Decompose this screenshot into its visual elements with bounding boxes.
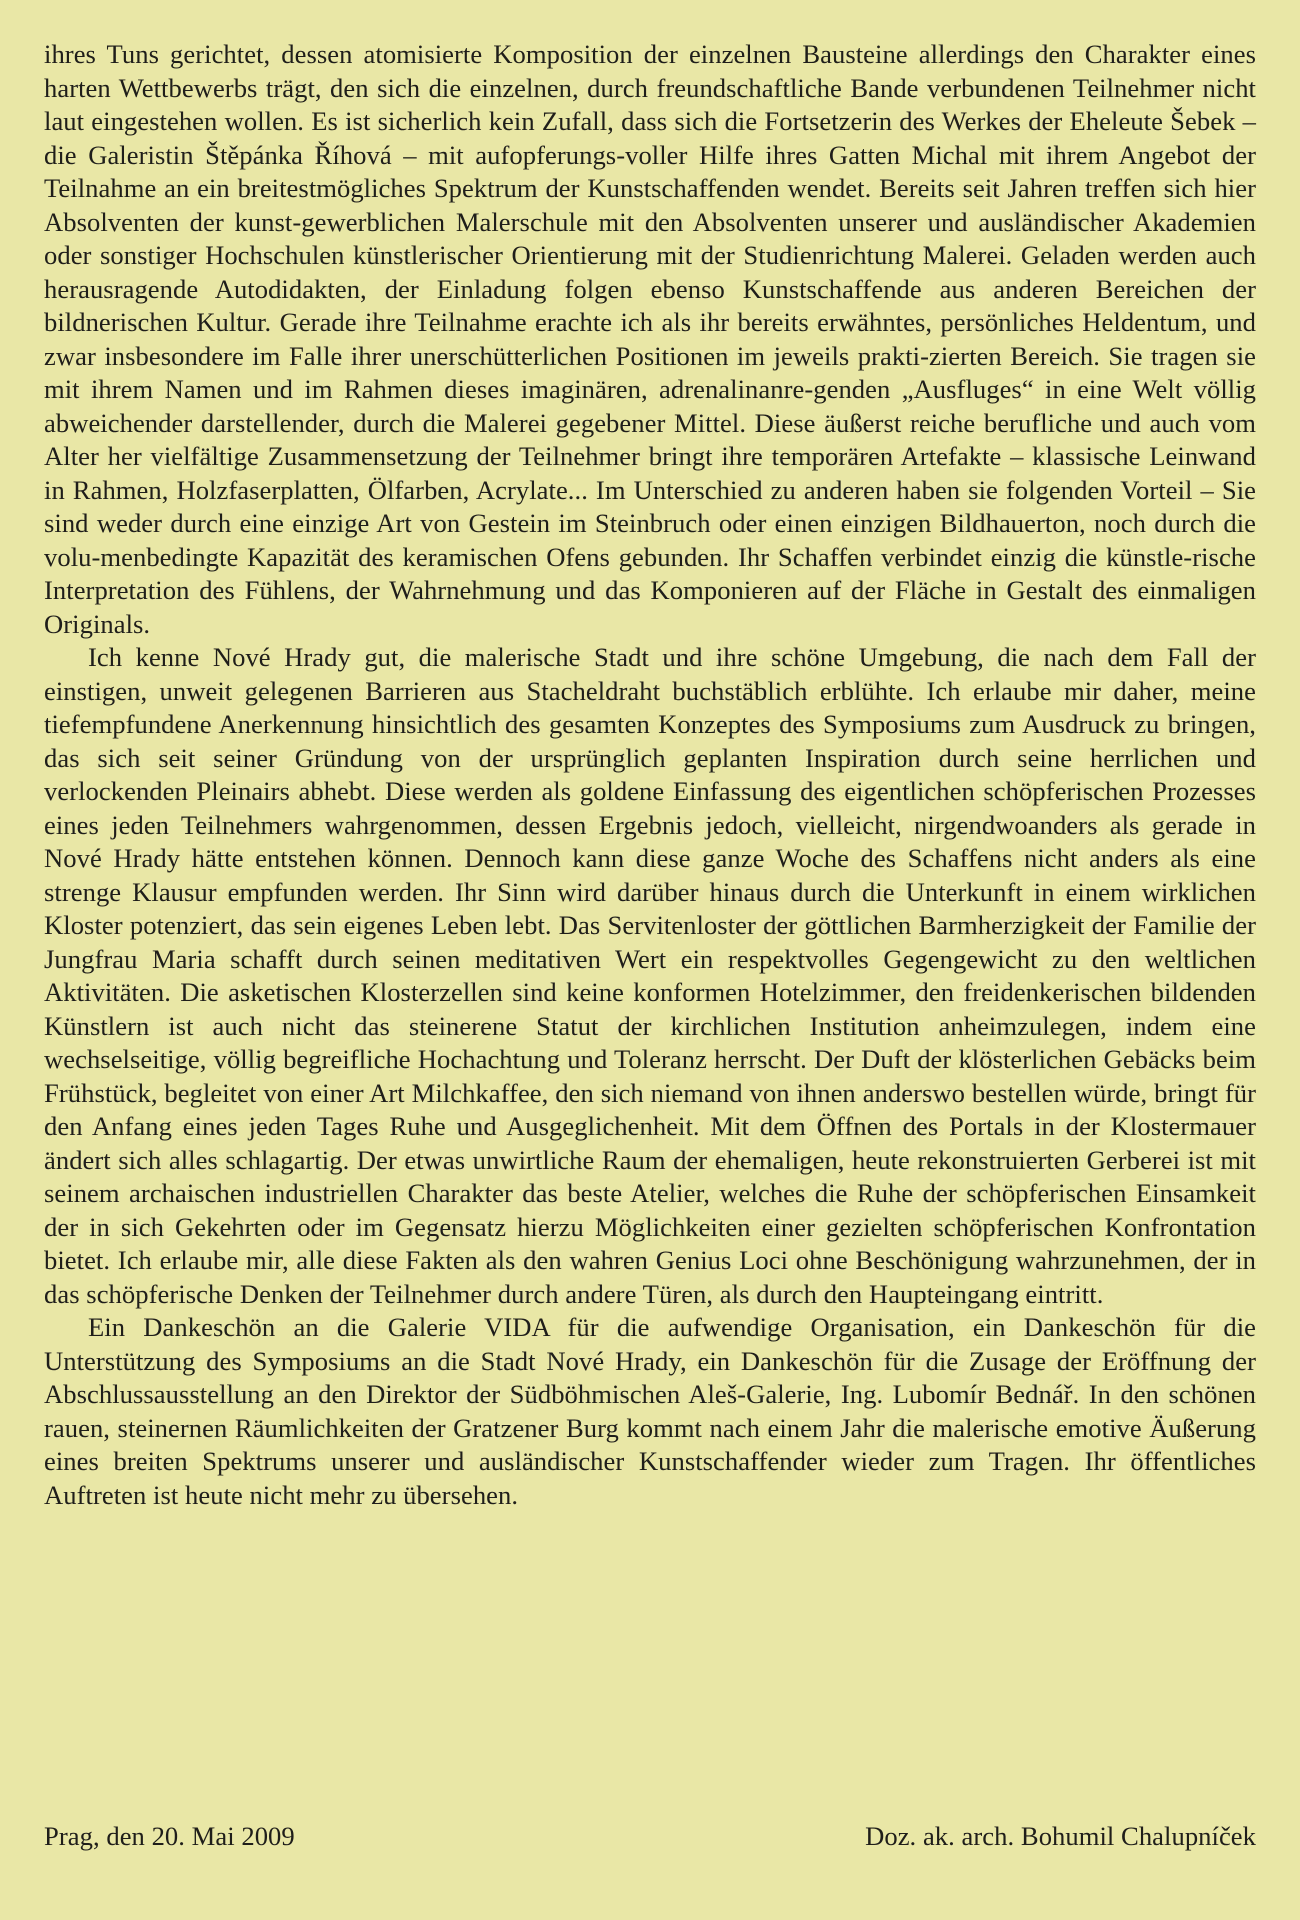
paragraph-acknowledgements: Ein Dankeschön an die Galerie VIDA für die aufwendige Organisation, ein Dankeschön für die Unterstützung des Symposiums an die Stadt Nové Hrady, ein Dankeschön für die Zusage der Eröffnung der Abschlussausstellung an den Direktor der Südböhmischen Aleš-Galerie, Ing. Lubomír Bednář. In den schönen rauen, steinernen Räumlichkeiten der Gratzener Burg kommt nach einem Jahr die malerische emotive Äußerung eines breiten Spektrums unserer und ausländischer Kunstschaffender wieder zum Tragen. Ihr öffentliches Auftreten ist heute nicht mehr zu übersehen.: [44, 1312, 1256, 1510]
document-page: [44, 38, 1256, 1888]
paragraph-nove-hrady: Ich kenne Nové Hrady gut, die malerische Stadt und ihre schöne Umgebung, die nach dem Fall der einstigen, unweit gelegenen Barrieren aus Stacheldraht buchstäblich erblühte. Ich erlaube mir daher, meine tiefempfundene Anerkennung hinsichtlich des gesamten Konzeptes des Symposiums zum Ausdruck zu bringen, das sich seit seiner Gründung von der ursprünglich geplanten Inspiration durch seine herrlichen und verlockenden Pleinairs abhebt. Diese werden als goldene Einfassung des eigentlichen schöpferischen Prozesses eines jeden Teilnehmers wahrgenommen, dessen Ergebnis jedoch, vielleicht, nirgendwoanders als gerade in Nové Hrady hätte entstehen können. Dennoch kann diese ganze Woche des Schaffens nicht anders als eine strenge Klausur empfunden werden. Ihr Sinn wird darüber hinaus durch die Unterkunft in einem wirklichen Kloster potenziert, das sein eigenes Leben lebt. Das Servitenloster der göttlichen Barmherzigkeit der Familie der Jungfrau Maria schafft durch seinen meditativen Wert ein respektvolles Gegengewicht zu den weltlichen Aktivitäten. Die asketischen Klosterzellen sind keine konformen Hotelzimmer, den freidenkerischen bildenden Künstlern ist auch nicht das steinerene Statut der kirchlichen Institution anheimzulegen, indem eine wechselseitige, völlig begreifliche Hochachtung und Toleranz herrscht. Der Duft der klösterlichen Gebäcks beim Frühstück, begleitet von einer Art Milchkaffee, den sich niemand von ihnen anderswo bestellen würde, bringt für den Anfang eines jeden Tages Ruhe und Ausgeglichenheit. Mit dem Öffnen des Portals in der Klostermauer ändert sich alles schlagartig. Der etwas unwirtliche Raum der ehemaligen, heute rekonstruierten Gerberei ist mit seinem archaischen industriellen Charakter das beste Atelier, welches die Ruhe der schöpferischen Einsamkeit der in sich Gekehrten oder im Gegensatz hierzu Möglichkeiten einer gezielten schöpferischen Konfrontation bietet. Ich erlaube mir, alle diese Fakten als den wahren Genius Loci ohne Beschönigung wahrzunehmen, der in das schöpferische Denken der Teilnehmer durch andere Türen, als durch den Haupteingang eintritt.: [44, 642, 1256, 1309]
signature-line: [44, 1820, 1256, 1854]
paragraph-continued: ihres Tuns gerichtet, dessen atomisierte Komposition der einzelnen Bausteine allerdings den Charakter eines harten Wettbewerbs trägt, den sich die einzelnen, durch freundschaftliche Bande verbundenen Teilnehmer nicht laut eingestehen wollen. Es ist sicherlich kein Zufall, dass sich die Fortsetzerin des Werkes der Eheleute Šebek – die Galeristin Štěpánka Říhová – mit aufopferungs-voller Hilfe ihres Gatten Michal mit ihrem Angebot der Teilnahme an ein breitestmögliches Spektrum der Kunstschaffenden wendet. Bereits seit Jahren treffen sich hier Absolventen der kunst-gewerblichen Malerschule mit den Absolventen unserer und ausländischer Akademien oder sonstiger Hochschulen künstlerischer Orientierung mit der Studienrichtung Malerei. Geladen werden auch herausragende Autodidakten, der Einladung folgen ebenso Kunstschaffende aus anderen Bereichen der bildnerischen Kultur. Gerade ihre Teilnahme erachte ich als ihr bereits erwähntes, persönliches Heldentum, und zwar insbesondere im Falle ihrer unerschütterlichen Positionen im jeweils prakti-zierten Bereich. Sie tragen sie mit ihrem Namen und im Rahmen dieses imaginären, adrenalinanre-genden „Ausfluges“ in eine Welt völlig abweichender darstellender, durch die Malerei gegebener Mittel. Diese äußerst reiche berufliche und auch vom Alter her vielfältige Zusammensetzung der Teilnehmer bringt ihre temporären Artefakte – klassische Leinwand in Rahmen, Holzfaserplatten, Ölfarben, Acrylate... Im Unterschied zu anderen haben sie folgenden Vorteil – Sie sind weder durch eine einzige Art von Gestein im Steinbruch oder einen einzigen Bildhauerton, noch durch die volu-menbedingte Kapazität des keramischen Ofens gebunden. Ihr Schaffen verbindet einzig die künstle-rische Interpretation des Fühlens, der Wahrnehmung und das Komponieren auf der Fläche in Gestalt des einmaligen Originals.: [44, 39, 1256, 639]
place-date: Prag, den 20. Mai 2009: [44, 1821, 295, 1851]
author-signature: Doz. ak. arch. Bohumil Chalupníček: [865, 1821, 1256, 1851]
